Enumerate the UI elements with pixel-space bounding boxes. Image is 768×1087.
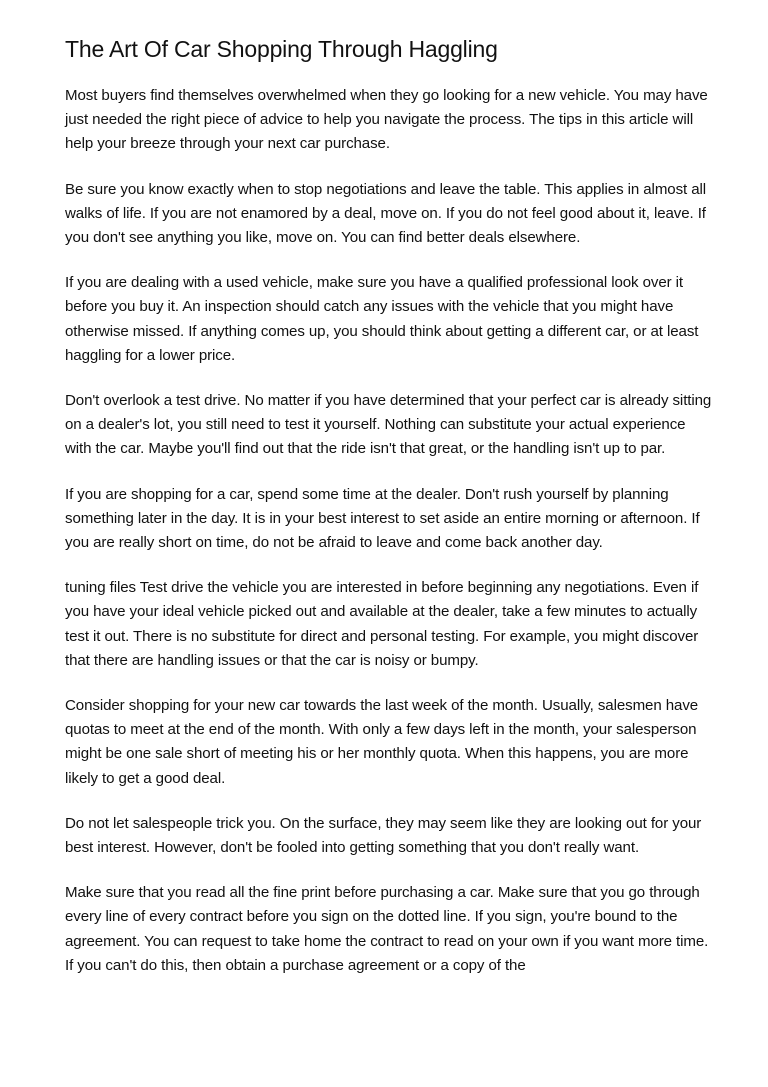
paragraph-time-at-dealer: If you are shopping for a car, spend some time at the dealer. Don't rush yourself by planning something later in the day. It is in your best interest to set aside an entire morning or afternoon. If you are really short on time, do not be afraid to leave and come back another day. [65, 485, 700, 552]
paragraph-fine-print: Make sure that you read all the fine print before purchasing a car. Make sure that you go through every line of every contract before you sign on the dotted line. If you sign, you're bound to the agreement. You can request to take home the contract to read on your own if you want more time. If you can't do this, then obtain a purchase agreement or a copy of the [65, 884, 709, 974]
paragraph-test-drive: Don't overlook a test drive. No matter if you have determined that your perfect car is already sitting on a dealer's lot, you still need to test it yourself. Nothing can substitute your actual experience with the car. Maybe you'll find out that the ride isn't that great, or the handling isn't up to par. [65, 392, 712, 458]
paragraph-salespeople: Do not let salespeople trick you. On the surface, they may seem like they are looking out for your best interest. However, don't be fooled into getting something that you don't really want. [65, 814, 702, 857]
paragraph-intro: Most buyers find themselves overwhelmed when they go looking for a new vehicle. You may have just needed the right piece of advice to help you navigate the process. The tips in this article will help your breeze through your next car purchase. [65, 87, 708, 153]
paragraph-leave-table: Be sure you know exactly when to stop negotiations and leave the table. This applies in almost all walks of life. If you are not enamored by a deal, move on. If you do not feel good about it, leave. If you don't see anything you like, move on. You can find better deals elsewhere. [65, 180, 707, 247]
document-title: The Art Of Car Shopping Through Haggling [65, 36, 498, 62]
document-page [65, 34, 715, 999]
paragraph-tuning-files: tuning files Test drive the vehicle you are interested in before beginning any negotiations. Even if you have your ideal vehicle picked out and available at the dealer, take a few minutes to actually test it out. There is no substitute for direct and personal testing. For example, you might discover that there are handling issues or that the car is noisy or bumpy. [65, 579, 699, 669]
paragraph-end-of-month: Consider shopping for your new car towards the last week of the month. Usually, salesmen have quotas to meet at the end of the month. With only a few days left in the month, your salesperson might be one sale short of meeting his or her monthly quota. When this happens, you are more likely to get a good deal. [65, 697, 699, 787]
paragraph-used-vehicle: If you are dealing with a used vehicle, make sure you have a qualified professional look over it before you buy it. An inspection should catch any issues with the vehicle that you might have otherwise missed. If anything comes up, you should think about getting a different car, or at least haggling for a lower price. [65, 274, 699, 364]
